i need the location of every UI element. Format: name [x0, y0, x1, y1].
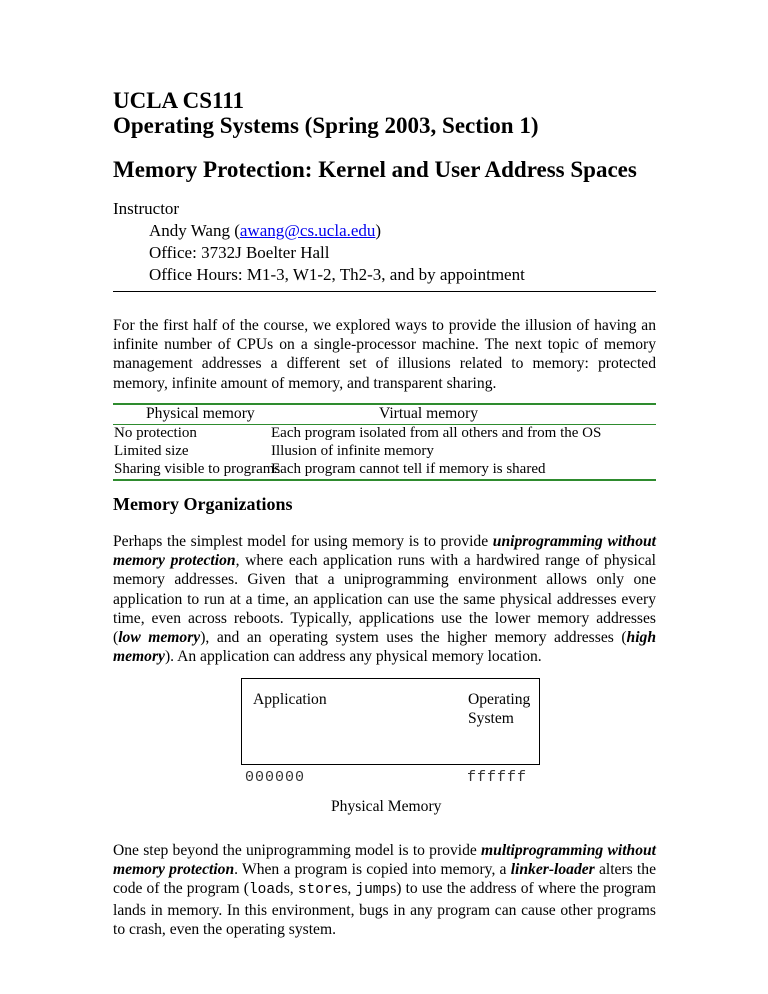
section-heading: Memory Organizations: [113, 494, 293, 514]
course-title-heading: Operating Systems (Spring 2003, Section 1): [113, 113, 539, 138]
instructor-name-close: ): [375, 221, 382, 240]
instructor-name-line: [149, 221, 381, 241]
table-cell: Illusion of infinite memory: [271, 443, 434, 459]
emphasis-term: low memory: [118, 629, 201, 647]
text-run: Perhaps the simplest model for using memory is to provide: [113, 533, 493, 550]
horizontal-rule: [113, 291, 656, 292]
course-heading: UCLA CS111: [113, 88, 245, 113]
diagram-caption: Physical Memory: [331, 798, 442, 815]
code-term: load: [248, 882, 284, 899]
text-run: s) to use the address of where the program lands in memory. In this environment, bugs in any program can cause other programs to crash, even the operating system.: [113, 880, 656, 938]
os-label-line1: Operating: [468, 691, 531, 708]
text-run: One step beyond the uniprogramming model is to provide: [113, 842, 482, 859]
table-header-virtual: Virtual memory: [379, 405, 479, 422]
section-paragraph-1: [113, 532, 656, 666]
emphasis-term: high memory: [113, 629, 656, 666]
os-label-line2: System: [468, 710, 514, 727]
text-run: s,: [283, 880, 298, 898]
table-row: [113, 425, 656, 443]
instructor-name: Andy Wang (: [149, 221, 240, 240]
intro-paragraph: For the first half of the course, we explored ways to provide the illusion of having an infinite number of CPUs on a single-processor machine. The next topic of memory management addresses a different set of illusions related to memory: protected memory, infinite amount of memory, and transparent sharing.: [113, 317, 656, 392]
start-address: 000000: [245, 769, 306, 786]
text-run: . When a program is copied into memory, a: [234, 861, 511, 879]
text-run: alters the code of the program (: [113, 861, 656, 898]
table-row: [113, 443, 656, 461]
emphasis-term: multiprogramming without memory protection: [113, 842, 656, 879]
text-run: ), and an operating system uses the higher memory addresses (: [200, 629, 627, 647]
text-run: s,: [341, 880, 356, 898]
table-row: [113, 461, 656, 479]
end-address: ffffff: [467, 769, 528, 786]
instructor-email-link[interactable]: awang@cs.ucla.edu: [239, 221, 376, 240]
table-header-physical: Physical memory: [146, 405, 255, 422]
memory-comparison-table: [113, 403, 656, 481]
lecture-title-heading: Memory Protection: Kernel and User Address Spaces: [113, 157, 637, 182]
instructor-office: Office: 3732J Boelter Hall: [149, 243, 330, 262]
application-label: Application: [253, 691, 327, 708]
section-paragraph-2: [113, 841, 656, 939]
emphasis-term: linker-loader: [510, 861, 595, 879]
code-term: jump: [355, 882, 391, 899]
code-term: store: [297, 882, 342, 899]
table-cell: Each program isolated from all others and from the OS: [271, 425, 602, 441]
physical-memory-diagram: [241, 678, 540, 765]
text-run: ). An application can address any physical memory location.: [164, 648, 542, 666]
table-cell: Limited size: [114, 443, 189, 459]
instructor-office-hours: Office Hours: M1-3, W1-2, Th2-3, and by appointment: [149, 265, 525, 284]
emphasis-term: uniprogramming without memory protection: [113, 533, 656, 570]
table-cell: Sharing visible to programs: [114, 461, 281, 477]
table-cell: Each program cannot tell if memory is shared: [271, 461, 546, 477]
text-run: , where each application runs with a hardwired range of physical memory addresses. Given that a uniprogramming environment allows only one application to run at a time, an application can use the same physical addresses every time, even across reboots. Typically, applications use the lower memory addresses (: [113, 552, 656, 647]
table-cell: No protection: [114, 425, 197, 441]
instructor-label: Instructor: [113, 199, 180, 218]
table-header-row: [113, 405, 656, 425]
